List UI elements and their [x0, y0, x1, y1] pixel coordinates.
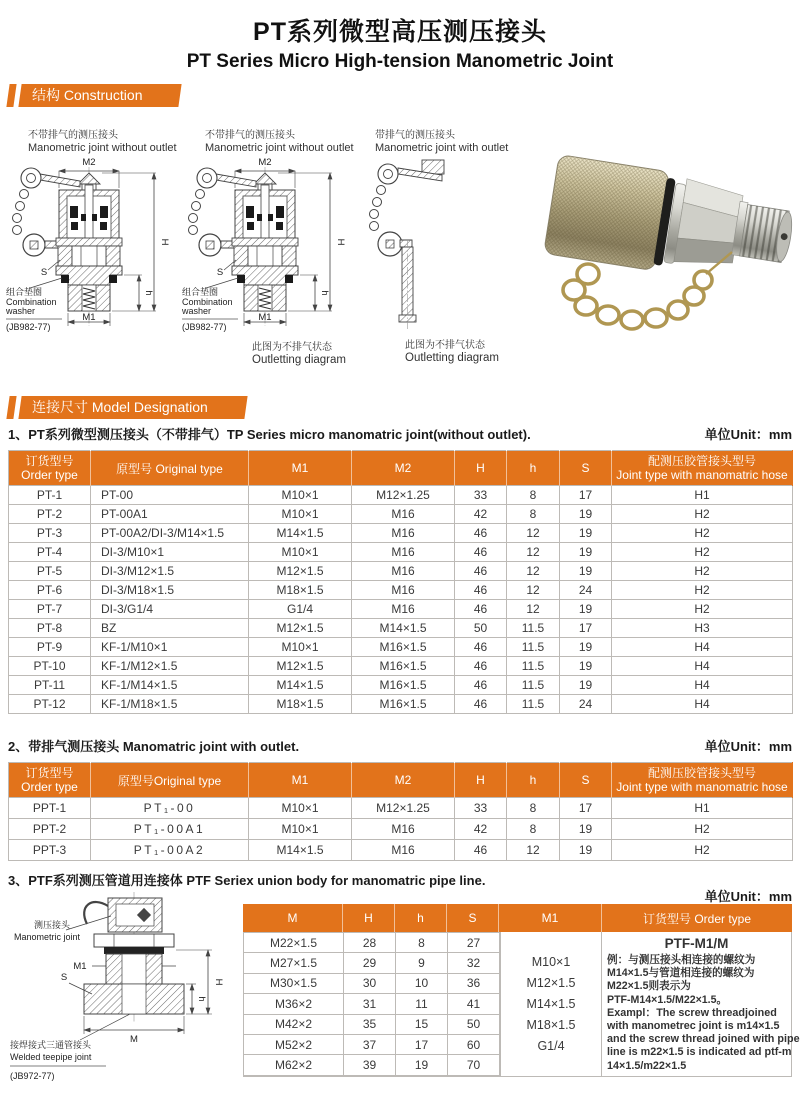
table3-note: 3、PTF系列测压管道用连接体 PTF Seriex union body for manomatric pipe line. [8, 873, 486, 888]
table1-header-row [9, 451, 793, 486]
table2-header-row [9, 763, 793, 798]
outlet-note-diagram3: 此图为不排气状态 Outletting diagram [405, 340, 499, 364]
outlet-note-diagram2: 此图为不排气状态 Outletting diagram [252, 342, 346, 366]
table-row: M30×1.5 30 10 36 [244, 973, 500, 993]
page-title: PT系列微型高压测压接头 [253, 18, 547, 46]
col-header-S: S [560, 451, 612, 486]
table-row: M22×1.5 28 8 27 [244, 933, 500, 953]
section-banner-designation [8, 396, 246, 419]
table2-note-row [8, 736, 792, 755]
table-row: PT-11 KF-1/M14×1.5 M14×1.5 M16×1.5 46 11.5 19 H4 [9, 676, 793, 695]
section3-diagram-area [8, 886, 243, 1100]
table3-order-type-merged-cell: PTF-M1/M 例：与测压接头相连接的螺纹为 M14×1.5与管道相连接的螺纹为 M22×1.5则表示为 PTF-M14×1.5/M22×1.5。 Exampl：The screw threadjoined with manometrec joint is m14×1.5 and the screw thread joined with pipe line is m22×1.5 is indicated ad ptf-m 14×1.5/m22×1.5 [602, 932, 792, 1076]
svg-text:Manometric joint: Manometric joint [14, 932, 81, 942]
table-row: PT-8 BZ M12×1.5 M14×1.5 50 11.5 17 H3 [9, 619, 793, 638]
tee-joint-diagram [8, 890, 240, 1095]
col-header-h: h [507, 763, 560, 798]
col-header-original-type: 原型号 Original type [91, 451, 249, 486]
svg-text:Welded teepipe joint: Welded teepipe joint [10, 1052, 92, 1062]
table-row: M62×2 39 19 70 [244, 1055, 500, 1075]
col-header-H: H [343, 904, 395, 932]
banner-accent-bar [6, 396, 16, 419]
construction-section [0, 112, 800, 398]
order-type-formula: PTF-M1/M [664, 936, 729, 951]
svg-text:(JB972-77): (JB972-77) [10, 1071, 55, 1081]
table-row: M42×2 35 15 50 [244, 1014, 500, 1034]
table3-unit: 单位Unit：mm [704, 889, 792, 904]
col-header-M: M [243, 904, 343, 932]
diagram2-caption: 不带排气的测压接头 Manometric joint without outlet [205, 130, 354, 154]
col-header-S: S [560, 763, 612, 798]
table-row: PT-7 DI-3/G1/4 G1/4 M16 46 12 19 H2 [9, 600, 793, 619]
col-header-m1: M1 [249, 451, 352, 486]
col-header-order-type: 订货型号 Order type [9, 763, 91, 798]
diagram1-caption: 不带排气的测压接头 Manometric joint without outlet [28, 130, 177, 154]
product-photo [536, 136, 794, 336]
table-row: M27×1.5 29 9 32 [244, 953, 500, 973]
col-header-m2: M2 [352, 763, 455, 798]
banner-label: 连接尺寸 Model Designation [32, 399, 208, 415]
table-row: PT-9 KF-1/M10×1 M10×1 M16×1.5 46 11.5 19 H4 [9, 638, 793, 657]
joint-cross-section-diagram-2 [180, 154, 356, 344]
table3 [243, 904, 800, 1077]
table3-m1-merged-cell: M10×1 M12×1.5 M14×1.5 M18×1.5 G1/4 [500, 932, 602, 1076]
table-row: PPT-1 PT₁-00 M10×1 M12×1.25 33 8 17 H1 [9, 798, 793, 819]
title-block [0, 12, 800, 73]
table-row: PT-6 DI-3/M18×1.5 M18×1.5 M16 46 12 24 H2 [9, 581, 793, 600]
svg-text:h: h [196, 996, 207, 1002]
table1-unit: 单位Unit：mm [704, 427, 792, 442]
table-row: PPT-2 PT₁-00A1 M10×1 M16 42 8 19 H2 [9, 819, 793, 840]
table3-header-row [243, 904, 792, 932]
col-header-H: H [455, 763, 507, 798]
svg-text:测压接头: 测压接头 [34, 920, 71, 930]
table-row: PT-1 PT-00 M10×1 M12×1.25 33 8 17 H1 [9, 486, 793, 505]
col-header-h: h [507, 451, 560, 486]
table2-unit: 单位Unit：mm [704, 739, 792, 754]
table2 [8, 762, 793, 861]
table-row: PT-4 DI-3/M10×1 M10×1 M16 46 12 19 H2 [9, 543, 793, 562]
col-header-h: h [395, 904, 447, 932]
svg-text:M1: M1 [73, 961, 87, 972]
table-row: PT-10 KF-1/M12×1.5 M12×1.5 M16×1.5 46 11.5 19 H4 [9, 657, 793, 676]
col-header-original-type: 原型号Original type [91, 763, 249, 798]
table-row: PT-2 PT-00A1 M10×1 M16 42 8 19 H2 [9, 505, 793, 524]
table-row: PT-5 DI-3/M12×1.5 M12×1.5 M16 46 12 19 H2 [9, 562, 793, 581]
banner-label: 结构 Construction [32, 87, 143, 103]
page-subtitle: PT Series Micro High-tension Manometric Joint [186, 51, 614, 72]
col-header-order-type: 订货型号 Order type [9, 451, 91, 486]
table-row: PPT-3 PT₁-00A2 M14×1.5 M16 46 12 19 H2 [9, 840, 793, 861]
table-row: M36×2 31 11 41 [244, 994, 500, 1014]
col-header-joint-type: 配测压胶管接头型号 Joint type with manomatric hose [612, 451, 793, 486]
banner-accent-bar [6, 84, 16, 107]
svg-text:S: S [60, 972, 68, 983]
diagram3-caption: 带排气的测压接头 Manometric joint with outlet [375, 130, 509, 154]
col-header-S: S [447, 904, 499, 932]
table-row: PT-12 KF-1/M18×1.5 M18×1.5 M16×1.5 46 11.5 24 H4 [9, 695, 793, 714]
svg-text:接焊接式三通管接头: 接焊接式三通管接头 [10, 1040, 92, 1050]
svg-text:M: M [130, 1034, 138, 1045]
table2-note: 2、带排气测压接头 Manomatric joint with outlet. [8, 739, 300, 754]
outlet-joint-diagram [362, 154, 494, 344]
col-header-m2: M2 [352, 451, 455, 486]
col-header-m1: M1 [249, 763, 352, 798]
col-header-m1: M1 [499, 904, 602, 932]
table3-size-grid [243, 932, 500, 1076]
section3-table-area [243, 886, 800, 1100]
section3 [8, 886, 800, 1100]
col-header-order-type: 订货型号 Order type [642, 911, 752, 926]
joint-cross-section-diagram-1 [4, 154, 180, 344]
svg-text:H: H [213, 978, 224, 986]
col-header-H: H [455, 451, 507, 486]
table1-note-row [8, 424, 792, 443]
table1 [8, 450, 793, 714]
table-row: PT-3 PT-00A2/DI-3/M14×1.5 M14×1.5 M16 46 12 19 H2 [9, 524, 793, 543]
col-header-joint-type: 配测压胶管接头型号 Joint type with manomatric hose [612, 763, 793, 798]
section-banner-construction [8, 84, 180, 107]
table1-note: 1、PT系列微型测压接头（不带排气）TP Series micro manomatric joint(without outlet). [8, 427, 531, 442]
table-row: M52×2 37 17 60 [244, 1034, 500, 1054]
